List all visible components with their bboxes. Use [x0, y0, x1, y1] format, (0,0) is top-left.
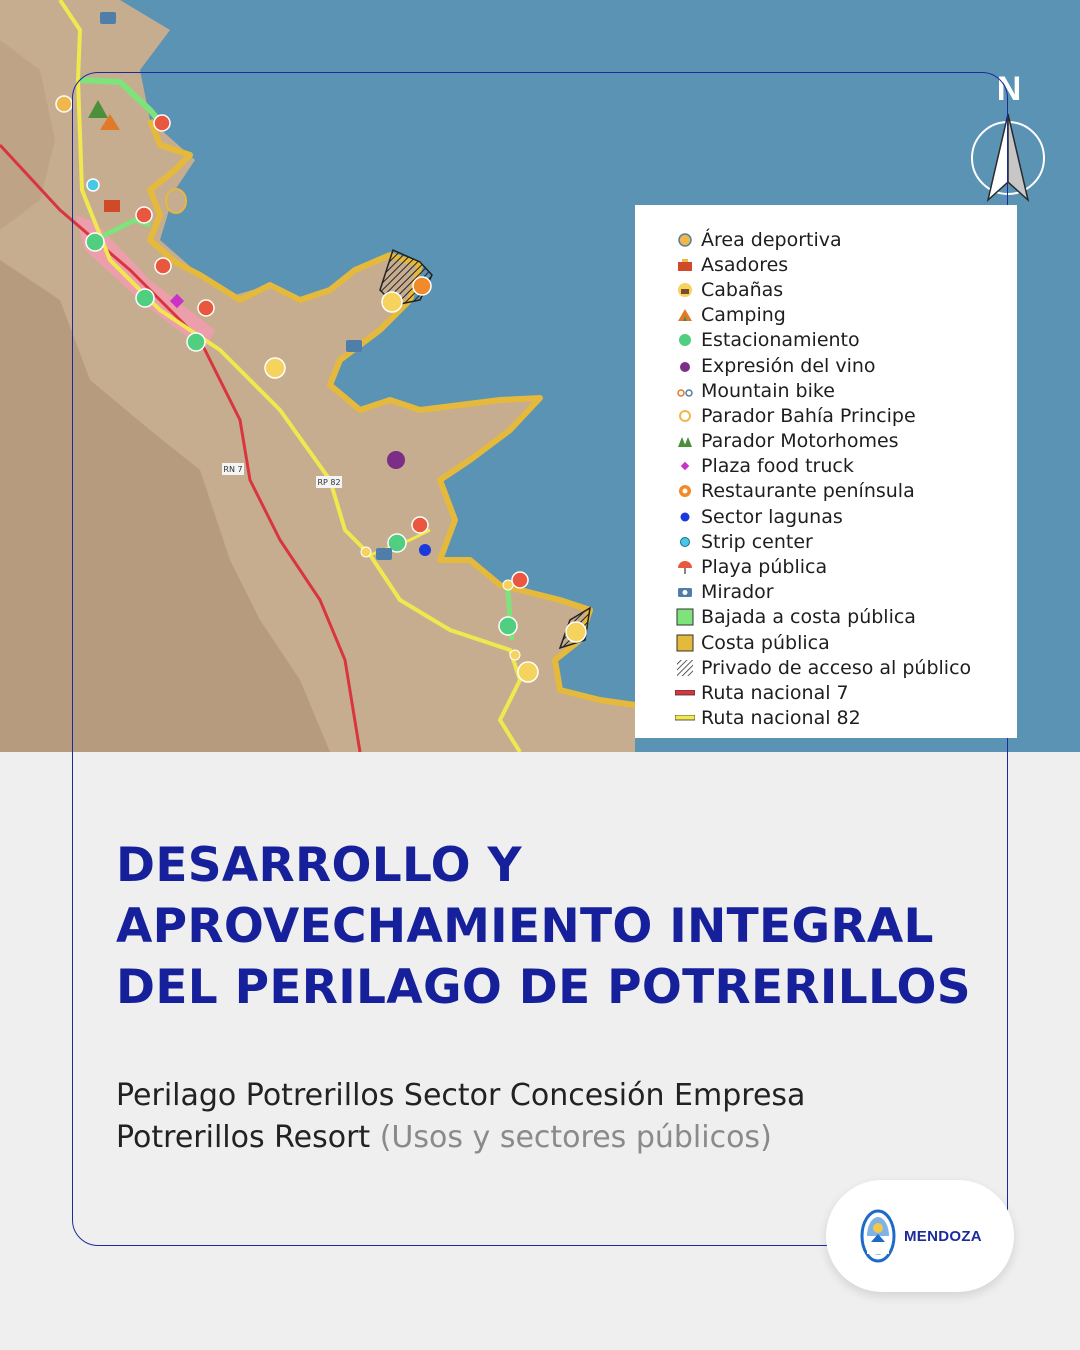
camera-icon — [675, 582, 695, 602]
green-square-icon — [675, 607, 695, 627]
parking-marker[interactable] — [136, 289, 154, 307]
legend-label: Cabañas — [701, 278, 784, 301]
sports-marker[interactable] — [56, 96, 72, 112]
title-line-2: APROVECHAMIENTO INTEGRAL — [116, 899, 934, 954]
beach-marker[interactable] — [412, 517, 428, 533]
diamond-icon — [675, 456, 695, 476]
tent-icon — [675, 305, 695, 325]
parador-marker[interactable] — [503, 580, 513, 590]
subtitle-muted: (Usos y sectores públicos) — [379, 1120, 772, 1155]
parador-icon — [675, 406, 695, 426]
legend-item — [675, 353, 1017, 378]
wine-marker[interactable] — [387, 451, 405, 469]
north-label: N — [996, 70, 1022, 108]
viewpoint-marker[interactable] — [376, 548, 392, 560]
cabin-marker[interactable] — [265, 358, 285, 378]
beach-marker[interactable] — [198, 300, 214, 316]
yellow-line-icon — [675, 708, 695, 728]
grill-icon — [675, 255, 695, 275]
parking-marker[interactable] — [86, 233, 104, 251]
lagoon-dot-icon — [675, 507, 695, 527]
grill-marker[interactable] — [104, 200, 120, 212]
page-title — [116, 835, 996, 1018]
beach-umbrella-icon — [675, 557, 695, 577]
legend-label: Privado de acceso al público — [701, 656, 972, 679]
legend-item — [675, 378, 1017, 403]
mendoza-seal-icon — [858, 1206, 898, 1266]
gold-square-icon — [675, 633, 695, 653]
legend-item — [675, 403, 1017, 428]
legend-label: Sector lagunas — [701, 505, 843, 528]
legend-item — [675, 680, 1017, 705]
grape-icon — [675, 356, 695, 376]
legend-label: Plaza food truck — [701, 455, 854, 478]
mendoza-logo-badge — [826, 1180, 1014, 1292]
compass-arrow-icon — [966, 110, 1052, 210]
legend-item — [675, 429, 1017, 454]
legend-label: Mirador — [701, 581, 774, 604]
legend-item — [675, 277, 1017, 302]
legend-item — [675, 252, 1017, 277]
cabin-marker[interactable] — [518, 662, 538, 682]
title-line-1: DESARROLLO Y — [116, 838, 522, 893]
subtitle-main: Perilago Potrerillos Sector Concesión Empresa Potrerillos Resort — [116, 1078, 806, 1155]
legend-item — [675, 580, 1017, 605]
beach-marker[interactable] — [512, 572, 528, 588]
parador-marker[interactable] — [361, 547, 371, 557]
north-compass — [966, 70, 1052, 210]
legend-label: Parador Bahía Principe — [701, 404, 916, 427]
title-line-3: DEL PERILAGO DE POTRERILLOS — [116, 960, 971, 1015]
legend-label: Camping — [701, 304, 786, 327]
viewpoint-marker[interactable] — [346, 340, 362, 352]
legend-item — [675, 328, 1017, 353]
route-82-label: RP 82 — [317, 478, 341, 487]
legend-item — [675, 303, 1017, 328]
cabin-marker[interactable] — [382, 292, 402, 312]
legend-item — [675, 504, 1017, 529]
legend-label: Estacionamiento — [701, 329, 860, 352]
motorhome-icon — [675, 431, 695, 451]
legend-label: Parador Motorhomes — [701, 430, 899, 453]
legend-label: Ruta nacional 82 — [701, 707, 861, 730]
legend-label: Restaurante península — [701, 480, 915, 503]
legend-item — [675, 479, 1017, 504]
legend-label: Strip center — [701, 530, 813, 553]
page-subtitle — [116, 1075, 936, 1159]
bike-icon — [675, 381, 695, 401]
legend-item — [675, 554, 1017, 579]
map-legend — [635, 205, 1017, 738]
viewpoint-marker[interactable] — [100, 12, 116, 24]
parking-marker[interactable] — [499, 617, 517, 635]
legend-label: Asadores — [701, 253, 789, 276]
legend-label: Bajada a costa pública — [701, 606, 916, 629]
red-line-icon — [675, 683, 695, 703]
legend-item — [675, 529, 1017, 554]
volleyball-icon — [675, 230, 695, 250]
parking-icon — [675, 330, 695, 350]
legend-item — [675, 227, 1017, 252]
legend-label: Ruta nacional 7 — [701, 681, 849, 704]
route-7-label: RN 7 — [223, 465, 243, 474]
beach-marker[interactable] — [154, 115, 170, 131]
legend-item — [675, 605, 1017, 630]
legend-label: Mountain bike — [701, 379, 835, 402]
legend-item — [675, 454, 1017, 479]
legend-item — [675, 655, 1017, 680]
island — [166, 189, 186, 213]
parking-marker[interactable] — [187, 333, 205, 351]
legend-label: Área deportiva — [701, 228, 842, 251]
legend-item — [675, 630, 1017, 655]
restaurant-marker[interactable] — [413, 277, 431, 295]
lagoon-marker[interactable] — [419, 544, 431, 556]
legend-item — [675, 706, 1017, 731]
beach-marker[interactable] — [155, 258, 171, 274]
restaurant-icon — [675, 481, 695, 501]
brand-wordmark: MENDOZA — [904, 1227, 982, 1245]
legend-label: Costa pública — [701, 631, 830, 654]
parador-marker[interactable] — [510, 650, 520, 660]
legend-label: Expresión del vino — [701, 354, 876, 377]
cabin-icon — [675, 280, 695, 300]
strip-center-marker[interactable] — [87, 179, 99, 191]
strip-center-icon — [675, 532, 695, 552]
hatched-square-icon — [675, 658, 695, 678]
legend-label: Playa pública — [701, 556, 828, 579]
beach-marker[interactable] — [136, 207, 152, 223]
cabin-marker[interactable] — [566, 622, 586, 642]
